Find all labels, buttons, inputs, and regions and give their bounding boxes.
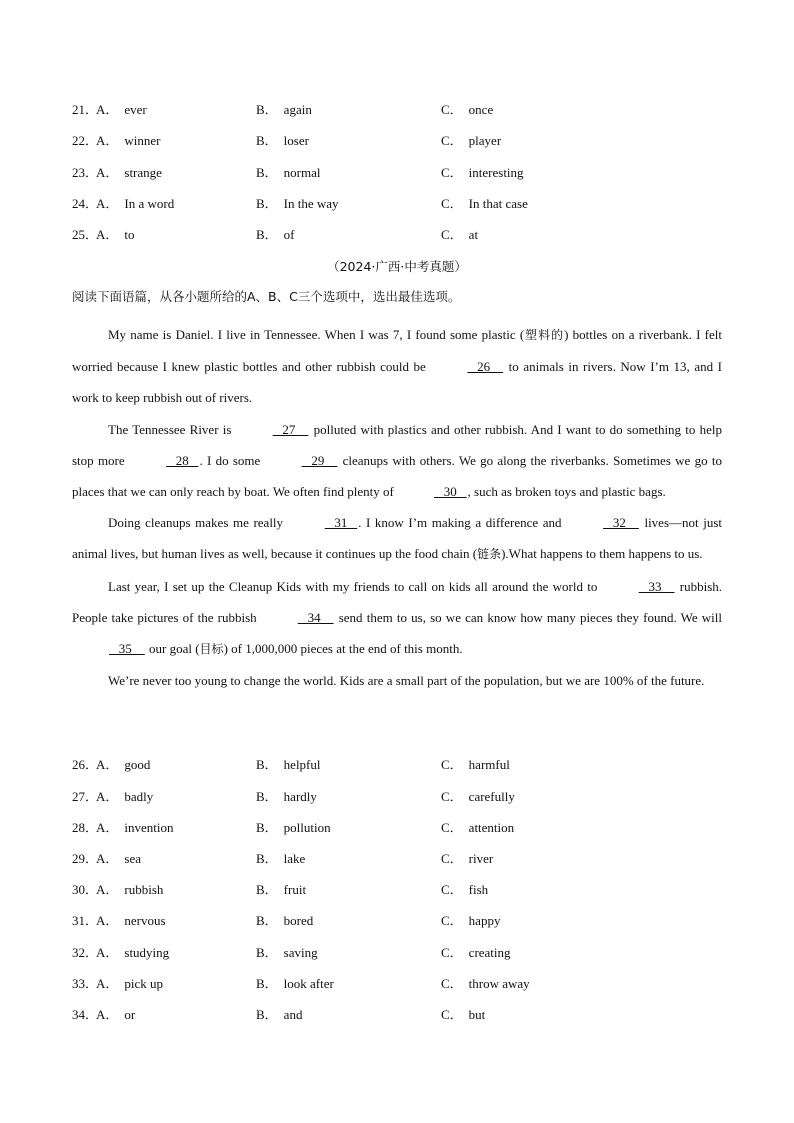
- question-number: 22．: [72, 133, 99, 148]
- option-a[interactable]: A． or: [96, 1007, 136, 1022]
- passage-paragraph: Last year, I set up the Cleanup Kids with my friends to call on kids all around the world to 33 rubbish. People take pictures of the rubbish 34 send them to us, so we can know how many pieces they found. We will 35 our goal (目标) of 1,000,000 pieces at the end of this month.: [72, 571, 722, 666]
- question-number: 32．: [72, 945, 99, 960]
- option-c[interactable]: C． throw away: [441, 976, 530, 991]
- option-a[interactable]: A． pick up: [96, 976, 164, 991]
- option-b[interactable]: B． and: [256, 1007, 303, 1022]
- option-c[interactable]: C． carefully: [441, 789, 515, 804]
- exam-source: （2024·广西·中考真题）: [327, 259, 467, 274]
- question-number: 23．: [72, 165, 99, 180]
- blank-29[interactable]: 29: [301, 452, 338, 468]
- blank-26[interactable]: 26: [467, 359, 504, 375]
- option-b[interactable]: B． helpful: [256, 757, 321, 772]
- option-b[interactable]: B． normal: [256, 165, 321, 180]
- option-c[interactable]: C． player: [441, 133, 502, 148]
- blank-35[interactable]: 35: [109, 641, 145, 657]
- option-c[interactable]: C． interesting: [441, 165, 524, 180]
- option-b[interactable]: B． fruit: [256, 882, 307, 897]
- option-c[interactable]: C． happy: [441, 913, 501, 928]
- blank-27[interactable]: 27: [272, 421, 309, 437]
- option-b[interactable]: B． again: [256, 102, 312, 117]
- option-a[interactable]: A． rubbish: [96, 882, 164, 897]
- question-number: 28．: [72, 820, 99, 835]
- option-c[interactable]: C． fish: [441, 882, 489, 897]
- passage-paragraph: The Tennessee River is 27 polluted with plastics and other rubbish. And I want to do something to help stop more 28 . I do some 29 cleanups with others. We go along the riverbanks. Sometimes we go to places that we can only reach by boat. We often find plenty of 30 , such as broken toys and plastic bags.: [72, 414, 722, 508]
- blank-32[interactable]: 32: [603, 515, 639, 531]
- option-a[interactable]: A． winner: [96, 133, 161, 148]
- option-b[interactable]: B． of: [256, 227, 295, 242]
- question-number: 34．: [72, 1007, 99, 1022]
- option-c[interactable]: C． once: [441, 102, 494, 117]
- option-b[interactable]: B． bored: [256, 913, 314, 928]
- passage-paragraph: My name is Daniel. I live in Tennessee. When I was 7, I found some plastic (塑料的) bottles on a riverbank. I felt worried because I knew plastic bottles and other rubbish could be 26 to animals in rivers. Now I’m 13, and I work to keep rubbish out of rivers.: [72, 327, 722, 406]
- option-a[interactable]: A． nervous: [96, 913, 166, 928]
- question-number: 29．: [72, 851, 99, 866]
- passage-paragraph: Doing cleanups makes me really 31 . I know I’m making a difference and 32 lives—not just animal lives, but human lives as well, because it continues up the food chain (链条).What happens to them happens to us.: [72, 507, 722, 570]
- question-number: 21．: [72, 102, 99, 117]
- option-c[interactable]: C． harmful: [441, 757, 510, 772]
- blank-28[interactable]: 28: [165, 452, 199, 468]
- option-c[interactable]: C． attention: [441, 820, 515, 835]
- question-number: 25．: [72, 227, 99, 242]
- option-b[interactable]: B． look after: [256, 976, 334, 991]
- question-number: 27．: [72, 789, 99, 804]
- question-number: 33．: [72, 976, 99, 991]
- question-number: 26．: [72, 757, 99, 772]
- option-b[interactable]: B． loser: [256, 133, 309, 148]
- reading-passage: [72, 319, 722, 696]
- option-a[interactable]: A． In a word: [96, 196, 175, 211]
- option-b[interactable]: B． saving: [256, 945, 318, 960]
- option-b[interactable]: B． pollution: [256, 820, 331, 835]
- blank-31[interactable]: 31: [324, 515, 358, 531]
- option-c[interactable]: C． at: [441, 227, 479, 242]
- blank-33[interactable]: 33: [638, 578, 675, 594]
- blank-30[interactable]: 30: [434, 484, 467, 500]
- option-a[interactable]: A． studying: [96, 945, 170, 960]
- option-c[interactable]: C． In that case: [441, 196, 528, 211]
- instruction-text: 阅读下面语篇，从各小题所给的A、B、C三个选项中，选出最佳选项。: [72, 289, 461, 304]
- option-a[interactable]: A． invention: [96, 820, 174, 835]
- option-a[interactable]: A． badly: [96, 789, 154, 804]
- option-a[interactable]: A． sea: [96, 851, 141, 866]
- question-number: 31．: [72, 913, 99, 928]
- option-c[interactable]: C． creating: [441, 945, 511, 960]
- option-c[interactable]: C． river: [441, 851, 494, 866]
- option-c[interactable]: C． but: [441, 1007, 486, 1022]
- option-a[interactable]: A． ever: [96, 102, 147, 117]
- option-b[interactable]: B． hardly: [256, 789, 317, 804]
- passage-paragraph: We’re never too young to change the world. Kids are a small part of the population, but we are 100% of the future.: [108, 673, 705, 689]
- question-number: 30．: [72, 882, 99, 897]
- option-a[interactable]: A． to: [96, 227, 135, 242]
- question-number: 24．: [72, 196, 99, 211]
- blank-34[interactable]: 34: [297, 609, 334, 625]
- option-b[interactable]: B． lake: [256, 851, 306, 866]
- option-a[interactable]: A． strange: [96, 165, 162, 180]
- option-b[interactable]: B． In the way: [256, 196, 339, 211]
- option-a[interactable]: A． good: [96, 757, 151, 772]
